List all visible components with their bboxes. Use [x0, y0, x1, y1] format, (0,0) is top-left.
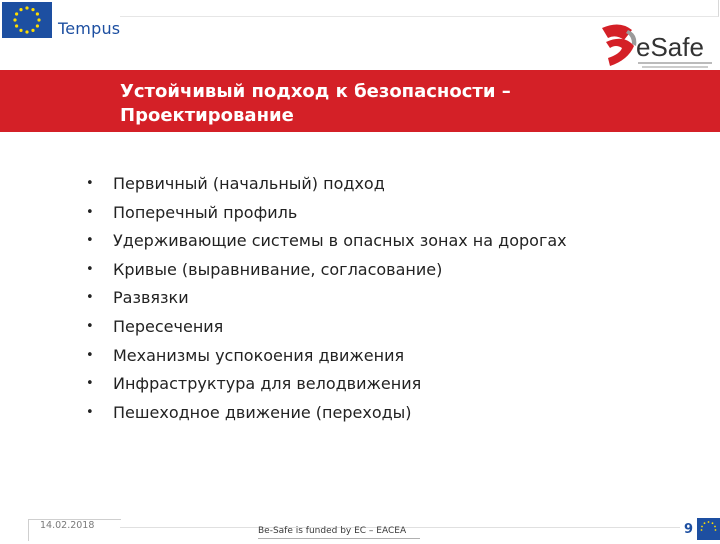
list-item: [86, 342, 567, 371]
list-item-text: Удерживающие системы в опасных зонах на дорогах: [113, 231, 567, 251]
list-item-text: Первичный (начальный) подход: [113, 174, 385, 193]
list-item: [86, 284, 567, 313]
list-item-text: Кривые (выравнивание, согласование): [113, 259, 443, 279]
bullet-icon: •: [86, 290, 94, 306]
bullet-icon: •: [86, 233, 94, 249]
slide-title-line1: Устойчивый подход к безопасности –: [120, 81, 511, 102]
list-item: [86, 227, 567, 256]
bullet-icon: •: [86, 376, 94, 392]
header-strip: [120, 0, 719, 17]
list-item: [86, 370, 567, 399]
list-item-text: Поперечный профиль: [113, 202, 298, 222]
bullet-list: [86, 170, 567, 427]
bullet-icon: •: [86, 404, 94, 420]
bullet-icon: •: [86, 347, 94, 363]
list-item-text: Инфраструктура для велодвижения: [113, 374, 422, 394]
eu-flag-mini-icon: [697, 518, 720, 540]
list-item: [86, 313, 567, 342]
bullet-icon: •: [86, 261, 94, 277]
footer-underline: [258, 538, 420, 539]
bullet-icon: •: [86, 176, 94, 191]
tempus-logo-text: Tempus: [58, 19, 121, 38]
list-item-text: Пересечения: [113, 316, 224, 336]
list-item: [86, 399, 567, 428]
logo-text: eSafe: [636, 32, 704, 62]
list-item-text: Пешеходное движение (переходы): [113, 402, 412, 422]
page-number: 9: [684, 522, 694, 537]
bullet-icon: •: [86, 318, 94, 334]
bullet-icon: •: [86, 204, 94, 220]
list-item: [86, 170, 567, 199]
list-item: [86, 199, 567, 228]
list-item: [86, 256, 567, 285]
eu-flag-icon: [2, 2, 52, 38]
list-item-text: Развязки: [113, 288, 189, 308]
slide-title: [120, 80, 620, 128]
slide-title-line2: Проектирование: [120, 105, 294, 126]
footer-date: 14.02.2018: [40, 520, 95, 531]
footer-funded-text: Be-Safe is funded by EC – EACEA: [258, 526, 407, 536]
list-item-text: Механизмы успокоения движения: [113, 345, 405, 365]
